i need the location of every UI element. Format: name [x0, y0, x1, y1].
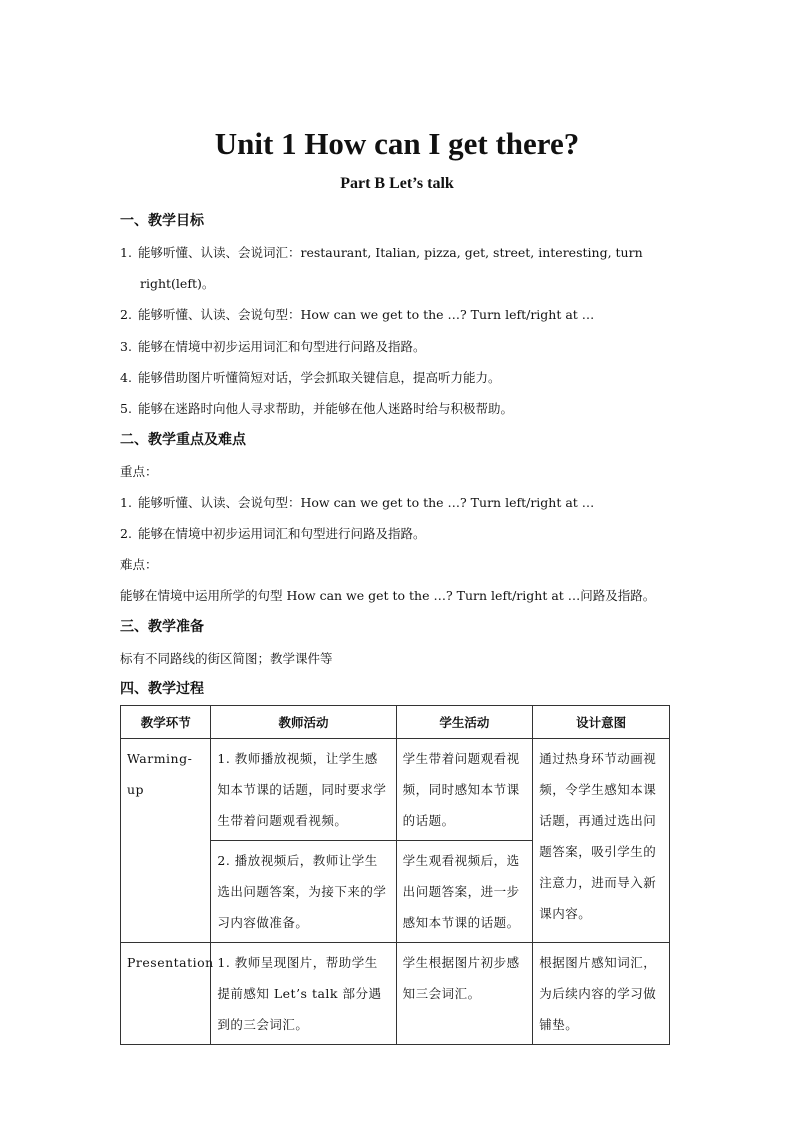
student-cell: 学生观看视频后，选出问题答案，进一步感知本节课的话题。 [396, 841, 533, 943]
item-number: 4. [120, 370, 132, 385]
student-cell: 学生根据图片初步感知三会词汇。 [396, 943, 533, 1045]
teacher-cell: 1. 教师呈现图片，帮助学生提前感知 Let’s talk 部分遇到的三会词汇。 [211, 943, 396, 1045]
key-label: 重点： [120, 464, 158, 479]
section-heading-preparation: 三、教学准备 [120, 619, 204, 635]
item-number: 1. [120, 245, 132, 260]
preparation-text: 标有不同路线的街区简图；教学课件等 [120, 651, 333, 666]
teacher-cell: 2. 播放视频后，教师让学生选出问题答案，为接下来的学习内容做准备。 [211, 841, 396, 943]
header-student: 学生活动 [396, 706, 533, 739]
document-title: Unit 1 How can I get there? [214, 126, 580, 161]
item-number: 1. [120, 495, 132, 510]
objective-item [120, 338, 426, 356]
objective-item-continuation: right(left)。 [140, 276, 215, 291]
header-intent: 设计意图 [533, 706, 670, 739]
item-number: 2. [120, 526, 132, 541]
item-text: 能够在情境中初步运用词汇和句型进行问路及指路。 [138, 339, 426, 354]
key-item [120, 494, 594, 512]
table-row [121, 739, 670, 841]
intent-cell: 根据图片感知词汇，为后续内容的学习做铺垫。 [533, 943, 670, 1045]
objective-item [120, 244, 643, 262]
item-text: 能够听懂、认读、会说句型：How can we get to the …? Turn left/right at … [138, 495, 595, 510]
item-text: 能够在情境中初步运用词汇和句型进行问路及指路。 [138, 526, 426, 541]
difficulty-label: 难点： [120, 557, 158, 572]
teacher-cell: 1. 教师播放视频，让学生感知本节课的话题，同时要求学生带着问题观看视频。 [211, 739, 396, 841]
section-heading-objectives: 一、教学目标 [120, 213, 204, 229]
objective-item [120, 306, 594, 324]
intent-cell: 通过热身环节动画视频，令学生感知本课话题，再通过选出问题答案，吸引学生的注意力，进而导入新课内容。 [533, 739, 670, 943]
header-teacher: 教师活动 [211, 706, 396, 739]
objective-item [120, 369, 501, 387]
difficulty-text: 能够在情境中运用所学的句型 How can we get to the …? Turn left/right at …问路及指路。 [120, 588, 656, 603]
section-heading-process: 四、教学过程 [120, 681, 204, 697]
student-cell: 学生带着问题观看视频，同时感知本节课的话题。 [396, 739, 533, 841]
stage-cell: Warming-up [121, 739, 211, 943]
item-text: 能够听懂、认读、会说句型：How can we get to the …? Turn left/right at … [138, 307, 595, 322]
item-text: 能够借助图片听懂简短对话，学会抓取关键信息，提高听力能力。 [138, 370, 501, 385]
item-number: 5. [120, 401, 132, 416]
process-table [120, 705, 670, 1045]
item-number: 3. [120, 339, 132, 354]
table-row [121, 943, 670, 1045]
item-text: 能够听懂、认读、会说词汇：restaurant, Italian, pizza, get, street, interesting, turn [138, 245, 643, 260]
document-subtitle: Part B Let’s talk [340, 175, 454, 192]
item-text: 能够在迷路时向他人寻求帮助，并能够在他人迷路时给与积极帮助。 [138, 401, 514, 416]
table-header-row [121, 706, 670, 739]
section-heading-key-points: 二、教学重点及难点 [120, 432, 246, 448]
item-number: 2. [120, 307, 132, 322]
stage-cell: Presentation [121, 943, 211, 1045]
key-item [120, 525, 426, 543]
objective-item [120, 400, 513, 418]
header-stage: 教学环节 [121, 706, 211, 739]
